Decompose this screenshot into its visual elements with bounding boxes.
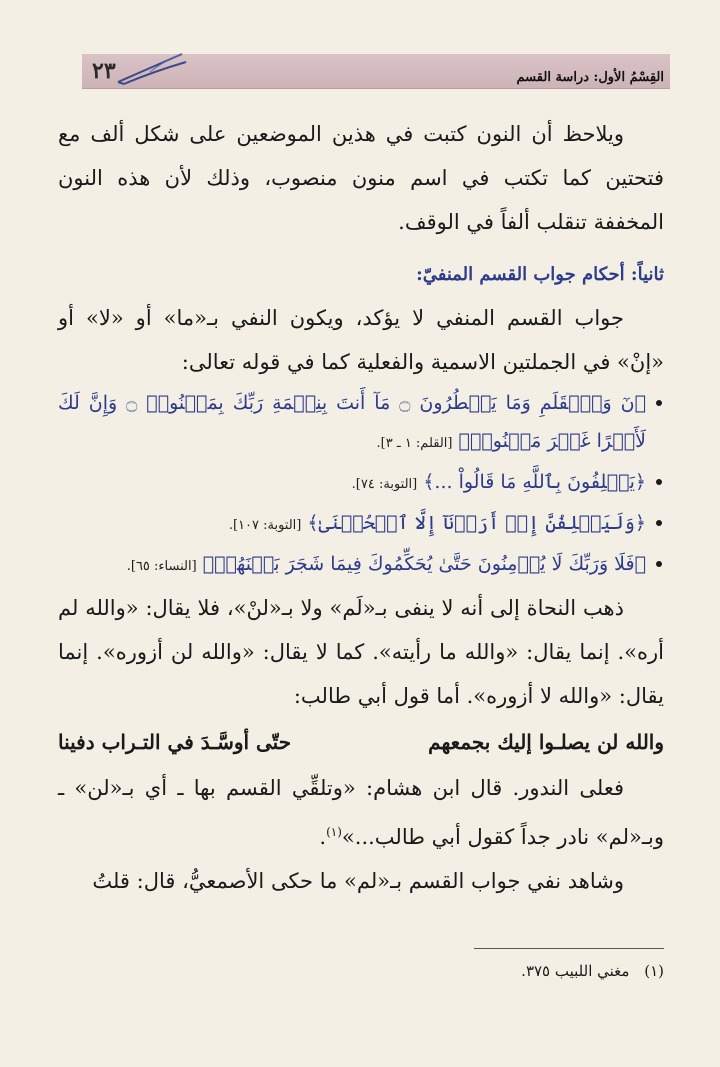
verse-item bbox=[58, 463, 664, 504]
verse-reference: [القلم: ١ ـ ٣]. bbox=[376, 436, 453, 451]
verse-item bbox=[58, 545, 664, 586]
poem-first-hemistich: والله لن يصلـوا إليك بجمعهم bbox=[428, 730, 664, 754]
verse-text: ﴿نٓ وَٱلۡقَلَمِ وَمَا يَسۡطُرُونَ ۝ مَآ أَنتَ بِنِعۡمَةِ رَبِّكَ بِمَجۡنُونٖ ۝ وَإِنَّ لَكَ لَأَجۡرًا غَيۡرَ مَمۡنُونٖ﴾ bbox=[58, 392, 647, 452]
paragraph: ويلاحظ أن النون كتبت في هذين الموضعين على شكل ألف مع فتحتين كما تكتب في اسم منون منصوب، وذلك لأن هذه النون المخففة تنقلب ألفاً في الوقف. bbox=[58, 122, 664, 234]
section-heading bbox=[58, 258, 664, 292]
paragraph-text: فعلى الندور. قال ابن هشام: «وتلقِّي القسم بها ـ أي بـ«لن» ـ وبـ«لم» نادر جداً كقول أبي طالب...» bbox=[58, 776, 664, 849]
page-number: ٢٣ bbox=[92, 58, 116, 84]
paragraph: ذهب النحاة إلى أنه لا ينفى بـ«لَم» ولا بـ«لنْ»، فلا يقال: «والله لم أره». إنما يقال: «والله ما رأيته». كما لا يقال: «والله لن أزوره». إنما يقال: «والله لا أزوره». أما قول أبي طالب: bbox=[58, 596, 664, 708]
verse-item bbox=[58, 504, 664, 545]
verse-list bbox=[58, 384, 664, 586]
footnote-text: مغني اللبيب ٣٧٥. bbox=[521, 962, 630, 980]
verse-item bbox=[58, 384, 664, 463]
footnote-divider bbox=[474, 948, 664, 949]
footnote-marker: (١) bbox=[326, 825, 342, 839]
poem-second-hemistich: حتّى أوسَّـدَ في التـراب دفينا bbox=[58, 730, 292, 754]
paragraph: وشاهد نفي جواب القسم بـ«لم» ما حكى الأصمعيُّ، قال: قلتُ bbox=[92, 869, 624, 893]
verse-text: ﴿وَلَيَحۡلِفُنَّ إِنۡ أَرَدۡنَآ إِلَّا ٱلۡحُسۡنَىٰ﴾ bbox=[307, 512, 646, 534]
verse-text: ﴿يَحۡلِفُونَ بِٱللَّهِ مَا قَالُواْ ...﴾ bbox=[423, 471, 646, 493]
footnote-number: (١) bbox=[644, 962, 664, 980]
paragraph: فعلى الندور. قال ابن هشام: «وتلقِّي القسم بها ـ أي بـ«لن» ـ وبـ«لم» نادر جداً كقول أبي طالب...»$^{(١)}$. bbox=[58, 776, 664, 849]
verse-reference: [التوبة: ١٠٧]. bbox=[228, 518, 302, 533]
footnote bbox=[521, 962, 664, 980]
running-header-title: القِسْمُ الأول: دراسة القسم bbox=[516, 70, 664, 85]
verse-reference: [النساء: ٦٥]. bbox=[126, 559, 197, 574]
page-content bbox=[58, 112, 664, 903]
paragraph: جواب القسم المنفي لا يؤكد، ويكون النفي بـ«ما» أو «لا» أو «إنْ» في الجملتين الاسمية والفعلية كما في قوله تعالى: bbox=[58, 306, 664, 374]
poem-verse bbox=[58, 722, 664, 762]
verse-reference: [التوبة: ٧٤]. bbox=[351, 477, 418, 492]
open-book-icon bbox=[110, 48, 190, 88]
verse-text: ﴿فَلَا وَرَبِّكَ لَا يُؤۡمِنُونَ حَتَّىٰ يُحَكِّمُوكَ فِيمَا شَجَرَ بَيۡنَهُمۡ﴾ bbox=[202, 553, 646, 575]
section-heading-label: ثانياً: أحكام جواب القسم المنفيّ: bbox=[416, 264, 664, 285]
